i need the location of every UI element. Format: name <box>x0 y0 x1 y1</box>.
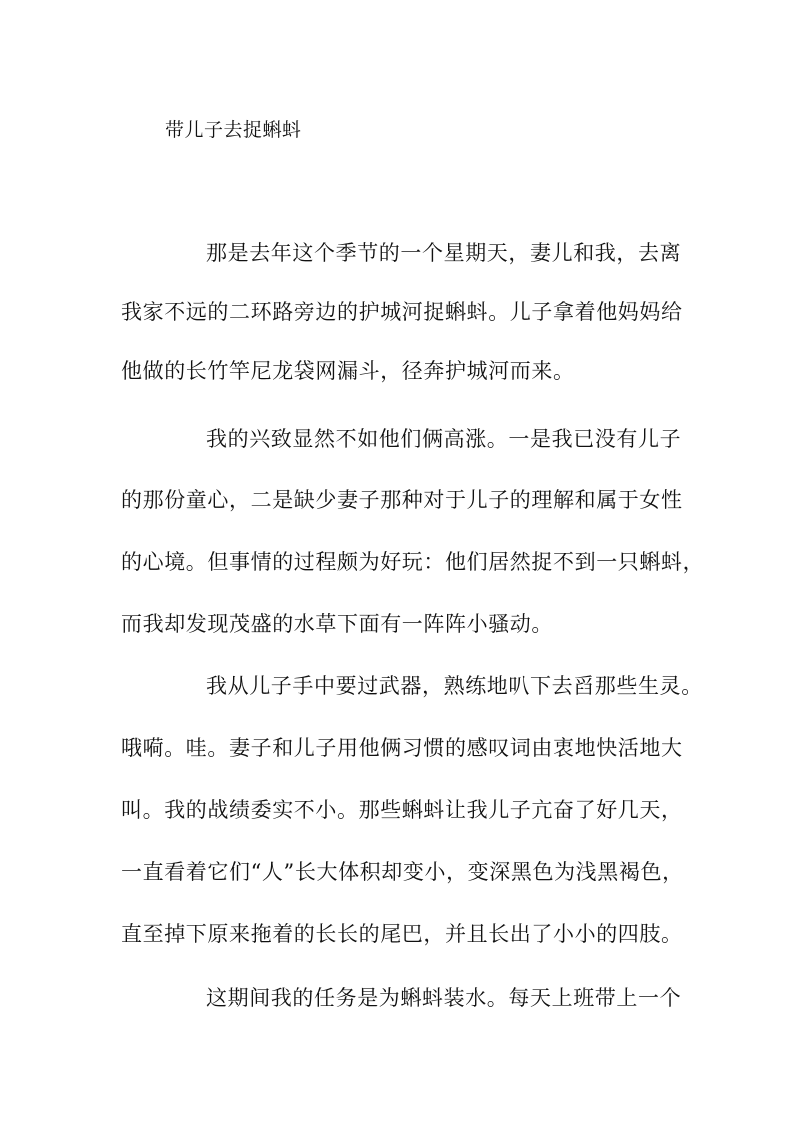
paragraph-1-line-1: 那是去年这个季节的一个星期天，妻儿和我，去离 <box>206 241 682 265</box>
paragraph-2-line-3: 的心境。但事情的过程颇为好玩：他们居然捉不到一只蝌蚪， <box>121 550 705 574</box>
paragraph-3-line-4: 一直看着它们“人”长大体积却变小，变深黑色为浅黑褐色， <box>121 860 684 884</box>
paragraph-3-line-3: 叫。我的战绩委实不小。那些蝌蚪让我儿子亢奋了好几天， <box>121 798 683 822</box>
paragraph-4-line-1: 这期间我的任务是为蝌蚪装水。每天上班带上一个 <box>206 986 682 1010</box>
paragraph-3-line-2: 哦嗬。哇。妻子和儿子用他俩习惯的感叹词由衷地快活地大 <box>121 736 683 760</box>
document-title: 带儿子去捉蝌蚪 <box>165 119 302 141</box>
paragraph-2-line-2: 的那份童心，二是缺少妻子那种对于儿子的理解和属于女性 <box>121 488 683 512</box>
paragraph-3-line-5: 直至掉下原来拖着的长长的尾巴，并且长出了小小的四肢。 <box>121 922 683 946</box>
paragraph-1-line-3: 他做的长竹竿尼龙袋网漏斗，径奔护城河而来。 <box>121 359 575 383</box>
paragraph-1-line-2: 我家不远的二环路旁边的护城河捉蝌蚪。儿子拿着他妈妈给 <box>121 300 683 324</box>
paragraph-3-line-1: 我从儿子手中要过武器，熟练地叭下去舀那些生灵。 <box>206 674 703 698</box>
paragraph-2-line-4: 而我却发现茂盛的水草下面有一阵阵小骚动。 <box>121 612 553 636</box>
paragraph-2-line-1: 我的兴致显然不如他们俩高涨。一是我已没有儿子 <box>206 427 682 451</box>
